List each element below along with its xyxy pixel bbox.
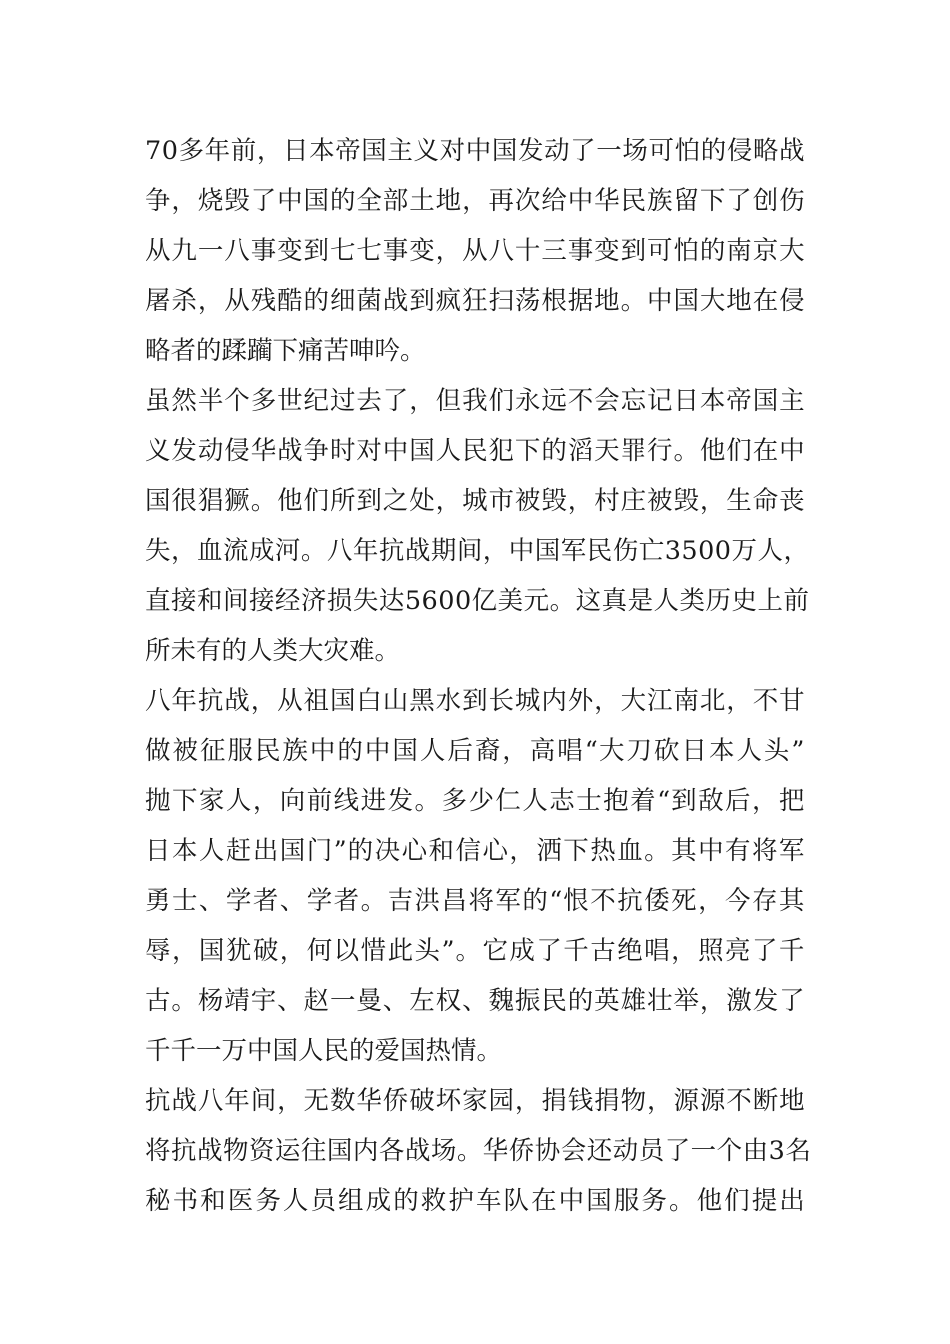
text-line: 从 九 一 八 事 变 到 七 七 事 变 ， 从 八 十 三 事 变 到 可 怕 的 南 京 大: [145, 236, 805, 266]
text-line: 抛 下 家 人 ， 向 前 线 进 发 。 多 少 仁 人 志 士 抱 着 “ 到 敌 后 ， 把: [145, 786, 805, 816]
text-line: 所未有的人类大灾难。: [145, 636, 401, 666]
text-line: 勇 士 、 学 者 、 学 者 。 吉 洪 昌 将 军 的 “ 恨 不 抗 倭 死 ， 今 存 其: [145, 886, 805, 916]
text-line: 辱 ， 国 犹 破 ， 何 以 惜 此 头 ” 。 它 成 了 千 古 绝 唱 ， 照 亮 了 千: [145, 936, 805, 966]
text-line: 八 年 抗 战 ， 从 祖 国 白 山 黑 水 到 长 城 内 外 ， 大 江 南 北 ， 不 甘: [145, 686, 805, 716]
text-line: 义 发 动 侵 华 战 争 时 对 中 国 人 民 犯 下 的 滔 天 罪 行 。 他 们 在 中: [145, 436, 805, 466]
paragraph-2: [145, 376, 809, 676]
text-line: 抗 战 八 年 间 ， 无 数 华 侨 破 坏 家 园 ， 捐 钱 捐 物 ， 源 源 不 断 地: [145, 1086, 805, 1116]
text-line: 国 很 猖 獗 。 他 们 所 到 之 处 ， 城 市 被 毁 ， 村 庄 被 毁 ， 生 命 丧: [145, 486, 805, 516]
text-line: 虽 然 半 个 多 世 纪 过 去 了 ， 但 我 们 永 远 不 会 忘 记 日 本 帝 国 主: [145, 386, 805, 416]
text-line: 失 ， 血 流 成 河 。 八 年 抗 战 期 间 ， 中 国 军 民 伤 亡 3 5 0 0 万 人 ，: [145, 536, 809, 566]
text-line: 屠 杀 ， 从 残 酷 的 细 菌 战 到 疯 狂 扫 荡 根 据 地 。 中 国 大 地 在 侵: [145, 286, 805, 316]
paragraph-1: [145, 126, 805, 376]
text-line: 略者的蹂躏下痛苦呻吟。: [145, 336, 426, 366]
text-line: 7 0 多 年 前 ， 日 本 帝 国 主 义 对 中 国 发 动 了 一 场 可 怕 的 侵 略 战: [145, 136, 805, 166]
text-line: 千千一万中国人民的爱国热情。: [145, 1036, 503, 1066]
paragraph-3: [145, 676, 805, 1076]
text-line: 做 被 征 服 民 族 中 的 中 国 人 后 裔 ， 高 唱 “ 大 刀 砍 日 本 人 头 ”: [145, 736, 805, 766]
text-line: 秘 书 和 医 务 人 员 组 成 的 救 护 车 队 在 中 国 服 务 。 他 们 提 出: [145, 1186, 805, 1216]
document-body: [145, 126, 811, 1226]
text-line: 争 ， 烧 毁 了 中 国 的 全 部 土 地 ， 再 次 给 中 华 民 族 留 下 了 创 伤: [145, 186, 805, 216]
text-line: 日 本 人 赶 出 国 门 ” 的 决 心 和 信 心 ， 洒 下 热 血 。 其 中 有 将 军: [145, 836, 805, 866]
text-line: 将 抗 战 物 资 运 往 国 内 各 战 场 。 华 侨 协 会 还 动 员 了 一 个 由 3 名: [145, 1136, 811, 1166]
text-line: 直 接 和 间 接 经 济 损 失 达 5 6 0 0 亿 美 元 。 这 真 是 人 类 历 史 上 前: [145, 586, 809, 616]
text-line: 古 。 杨 靖 宇 、 赵 一 曼 、 左 权 、 魏 振 民 的 英 雄 壮 举 ， 激 发 了: [145, 986, 805, 1016]
paragraph-4: [145, 1076, 811, 1226]
